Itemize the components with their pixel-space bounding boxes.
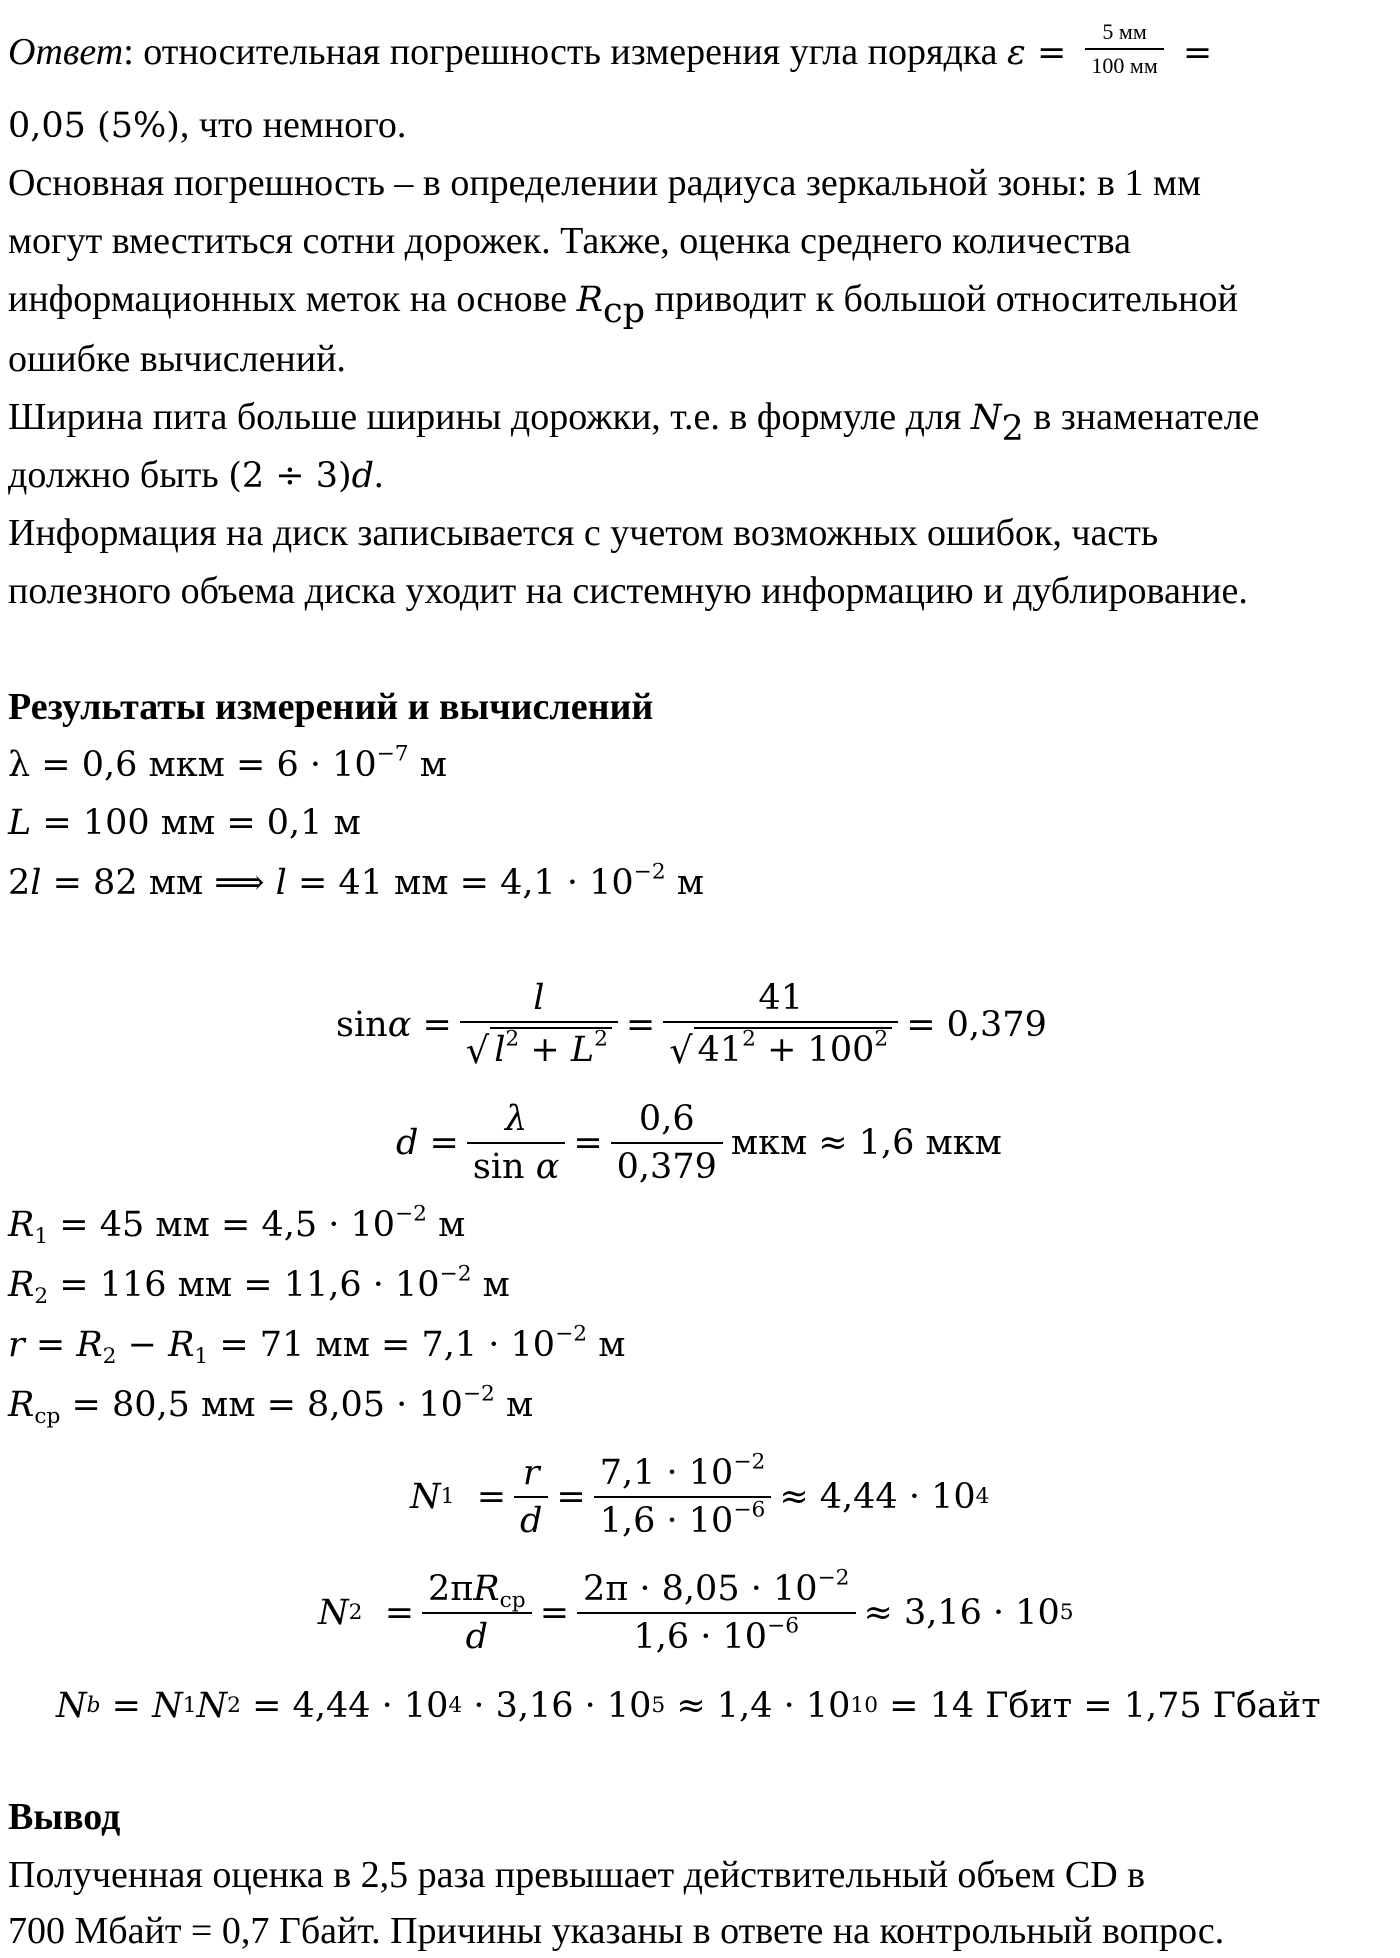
r-unit: м (587, 1325, 626, 1365)
n1-den2-val: 1,6 · 10 (599, 1501, 734, 1541)
r-R2: R (76, 1325, 103, 1365)
l-symbol-2: l (275, 863, 287, 903)
l-exponent: −2 (633, 859, 666, 885)
sin-alpha-equation: sin α = l √ $l^2 + L^2$ = 41 √ $41^2 + 100^2$ = 0,379 (336, 977, 1047, 1072)
para1-line-3a: информационных меток на основе (8, 278, 577, 320)
para2-line-1a: Ширина пита больше ширины дорожки, т.е. в формуле для (8, 396, 971, 438)
r1-unit: м (427, 1205, 466, 1245)
r1-line (8, 1202, 465, 1248)
para2-line-1 (8, 394, 1260, 450)
r-value: = 71 мм = 7,1 · 10 (208, 1325, 556, 1365)
results-heading: Результаты измерений и вычислений (8, 686, 654, 728)
den-l: l (494, 1030, 506, 1071)
l-line (8, 860, 704, 906)
n2-R-sub: ср (499, 1587, 526, 1613)
rcp-unit: м (494, 1385, 534, 1425)
r2-value: = 116 мм = 11,6 · 10 (48, 1265, 440, 1305)
para1-line-1: Основная погрешность – в определении радиуса зеркальной зоны: в 1 мм (8, 162, 1201, 204)
n2-result: ≈ 3,16 · 10 (863, 1593, 1060, 1633)
d-frac2-num: 0,6 (638, 1098, 695, 1139)
n2-symbol-eq: N (318, 1593, 349, 1633)
n2-frac1-den: d (422, 1612, 532, 1657)
n1-fraction-1 (514, 1454, 548, 1541)
epsilon-symbol: ε (1007, 32, 1026, 73)
L-value: = 100 мм = 0,1 м (31, 803, 361, 843)
n1-fraction-2 (594, 1448, 772, 1541)
error-fraction-numerator: 5 мм (1102, 19, 1147, 44)
r2-exp: −2 (439, 1261, 472, 1287)
r-symbol: r (8, 1325, 25, 1365)
n1-frac1-num: r (522, 1452, 540, 1493)
r1-value: = 45 мм = 4,5 · 10 (48, 1205, 396, 1245)
para1-line-4: ошибке вычислений. (8, 338, 346, 380)
nb-eq: = (100, 1686, 153, 1726)
n1-num2-val: 7,1 · 10 (599, 1452, 734, 1493)
l-text-b: = 41 мм = 4,1 · 10 (286, 863, 634, 903)
d-fraction-2 (611, 1100, 723, 1187)
sin-fraction-1 (460, 979, 618, 1072)
d-frac1-num: λ (505, 1098, 528, 1139)
L-line (8, 800, 361, 846)
range-expression: (2 ÷ 3) (228, 456, 352, 496)
n1-frac2-den (594, 1496, 772, 1541)
rcp-line (8, 1382, 533, 1428)
conclusion-heading: Вывод (8, 1796, 121, 1838)
l-unit: м (665, 863, 704, 903)
den2-exp2: 2 (874, 1026, 889, 1052)
n2-den2-val: 1,6 · 10 (633, 1617, 768, 1657)
rcp-symbol: R (576, 280, 604, 320)
conclusion-line-2: 700 Мбайт = 0,7 Гбайт. Причины указаны в ответе на контрольный вопрос. (8, 1910, 1225, 1952)
d-frac1-den (467, 1142, 565, 1187)
n2-frac2-den (577, 1612, 855, 1657)
rcp-symbol-2: R (8, 1385, 35, 1425)
r-R1: R (168, 1325, 195, 1365)
den-l-exp: 2 (505, 1026, 520, 1052)
r2-unit: м (471, 1265, 510, 1305)
n1-result: ≈ 4,44 · 10 (779, 1477, 976, 1517)
d-fraction-1 (467, 1100, 565, 1187)
den-plus: + (519, 1030, 571, 1071)
d-symbol: d (351, 456, 375, 496)
para2-line-1b: в знаменателе (1023, 396, 1260, 438)
answer-line-2 (8, 102, 406, 149)
answer-line-2-text: , что немного. (179, 104, 407, 146)
L-symbol: L (8, 803, 32, 843)
l-symbol: l (30, 863, 42, 903)
nb-N1: N (152, 1686, 183, 1726)
d-lhs: d (396, 1123, 419, 1163)
n2-frac2-num (577, 1564, 855, 1613)
r1-exp: −2 (395, 1201, 427, 1227)
n1-den2-exp: −6 (733, 1497, 766, 1523)
answer-label: Ответ (8, 30, 124, 73)
rcp-subscript: ср (603, 291, 646, 332)
n2-symbol: N (970, 398, 1002, 438)
d-den-sin: sin (472, 1147, 536, 1187)
n2-2pi: 2π (428, 1568, 474, 1609)
error-fraction-denominator: 100 мм (1085, 48, 1163, 78)
r1-sub: 1 (34, 1223, 49, 1249)
l-text-a: = 82 мм ⟹ (41, 863, 276, 903)
para3-line-2: полезного объема диска уходит на системную информацию и дублирование. (8, 570, 1248, 612)
n1-equation: N 1 = $\frac{r}{d}$ = $\frac{7,1 \cdot 10^{-2}}{1,6 \cdot 10^{-6}}$ ≈ 4,44 · 10 4 (410, 1448, 990, 1541)
r-R2-sub: 2 (102, 1343, 117, 1369)
n2-fraction-2 (577, 1564, 855, 1657)
sin-result: = 0,379 (906, 1005, 1047, 1045)
d-frac2-den: 0,379 (611, 1142, 723, 1187)
sin-frac2-den: √ $41^2 + 100^2$ (663, 1021, 898, 1071)
answer-line-1: Ответ: относительная погрешность измерения угла порядка ε = $\frac{5 мм}{100 мм}$ = (8, 19, 1213, 79)
r1-symbol: R (8, 1205, 35, 1245)
d-result: мкм ≈ 1,6 мкм (730, 1123, 1002, 1163)
relative-error-value: 0,05 (5%) (8, 106, 180, 146)
n2-fraction-1 (422, 1570, 532, 1657)
para2-line-2a: должно быть (8, 454, 229, 496)
l-coef: 2 (8, 863, 31, 903)
alpha-symbol: α (387, 1005, 412, 1045)
nb-symbol: N (56, 1686, 87, 1726)
r2-line (8, 1262, 510, 1308)
para2-line-2 (8, 452, 384, 499)
para1-line-3 (8, 276, 1238, 332)
den-L: L (570, 1030, 595, 1071)
r-minus: − (116, 1325, 169, 1365)
conclusion-line-1: Полученная оценка в 2,5 раза превышает действительный объем CD в (8, 1854, 1146, 1896)
lambda-exponent: −7 (376, 741, 409, 767)
rcp-sub: ср (34, 1403, 61, 1429)
para2-line-2b: . (374, 454, 384, 496)
den2-exp1: 2 (742, 1026, 756, 1052)
nb-a: = 4,44 · 10 (240, 1686, 449, 1726)
r2-sub: 2 (34, 1283, 49, 1309)
n2-num2-val: 2π · 8,05 · 10 (583, 1568, 818, 1609)
n2-equation: N 2 = $\frac{2\pi R_{ср}}{d}$ = $\frac{2\pi \cdot 8,05 \cdot 10^{-2}}{1,6 \cdot 10^{-6}}$ ≈ 3,16 · 10 5 (318, 1564, 1074, 1657)
n2-den2-exp: −6 (767, 1613, 800, 1639)
den-L-exp: 2 (594, 1026, 608, 1052)
lambda-text: λ = 0,6 мкм = 6 · 10 (8, 745, 377, 785)
rcp-value: = 80,5 мм = 8,05 · 10 (60, 1385, 463, 1425)
nb-equation: N b = N 1 N 2 = 4,44 · 10 4 · 3,16 · 10 5 ≈ 1,4 · 10 10 = 14 Гбит = 1,75 Гбайт (56, 1686, 1321, 1726)
sin-frac1-den: √ $l^2 + L^2$ (460, 1021, 618, 1071)
nb-b: · 3,16 · 10 (462, 1686, 652, 1726)
d-den-alpha: α (535, 1147, 560, 1187)
r-eq: = (24, 1325, 77, 1365)
n1-frac2-num (594, 1448, 772, 1497)
lambda-line (8, 742, 447, 788)
den2-41: 41 (697, 1030, 743, 1071)
nb-N2: N (196, 1686, 228, 1726)
answer-text: : относительная погрешность измерения угла порядка (123, 30, 1008, 73)
r-exp: −2 (555, 1321, 588, 1347)
r2-symbol: R (8, 1265, 35, 1305)
n2-frac1-num (422, 1570, 532, 1613)
para1-line-2: могут вместиться сотни дорожек. Также, оценка среднего количества (8, 220, 1132, 262)
error-fraction (1085, 20, 1163, 78)
sin-frac1-num: l (533, 977, 545, 1018)
n1-frac1-den: d (514, 1496, 548, 1541)
n1-symbol: N (410, 1477, 441, 1517)
sin-frac2-num: 41 (758, 977, 803, 1018)
sin-fraction-2 (663, 979, 898, 1072)
den2-mid: + 100 (755, 1030, 875, 1071)
rcp-exp: −2 (462, 1381, 495, 1407)
nb-c: ≈ 1,4 · 10 (665, 1686, 851, 1726)
nb-d: = 14 Гбит = 1,75 Гбайт (878, 1686, 1321, 1726)
para3-line-1: Информация на диск записывается с учетом возможных ошибок, часть (8, 512, 1159, 554)
r-line (8, 1322, 625, 1368)
lambda-unit: м (408, 745, 447, 785)
d-equation: d = $\frac{\lambda}{\text{sin α}}$ = $\frac{0,6}{0,379}$ мкм ≈ 1,6 мкм (396, 1098, 1002, 1187)
n1-num2-exp: −2 (733, 1448, 766, 1474)
n2-R: R (473, 1568, 500, 1609)
r-R1-sub: 1 (194, 1343, 209, 1369)
para1-line-3b: приводит к большой относительной (645, 278, 1238, 320)
sin-label: sin (336, 1005, 388, 1045)
n2-num2-exp: −2 (817, 1564, 850, 1590)
n2-subscript: 2 (1001, 409, 1024, 450)
